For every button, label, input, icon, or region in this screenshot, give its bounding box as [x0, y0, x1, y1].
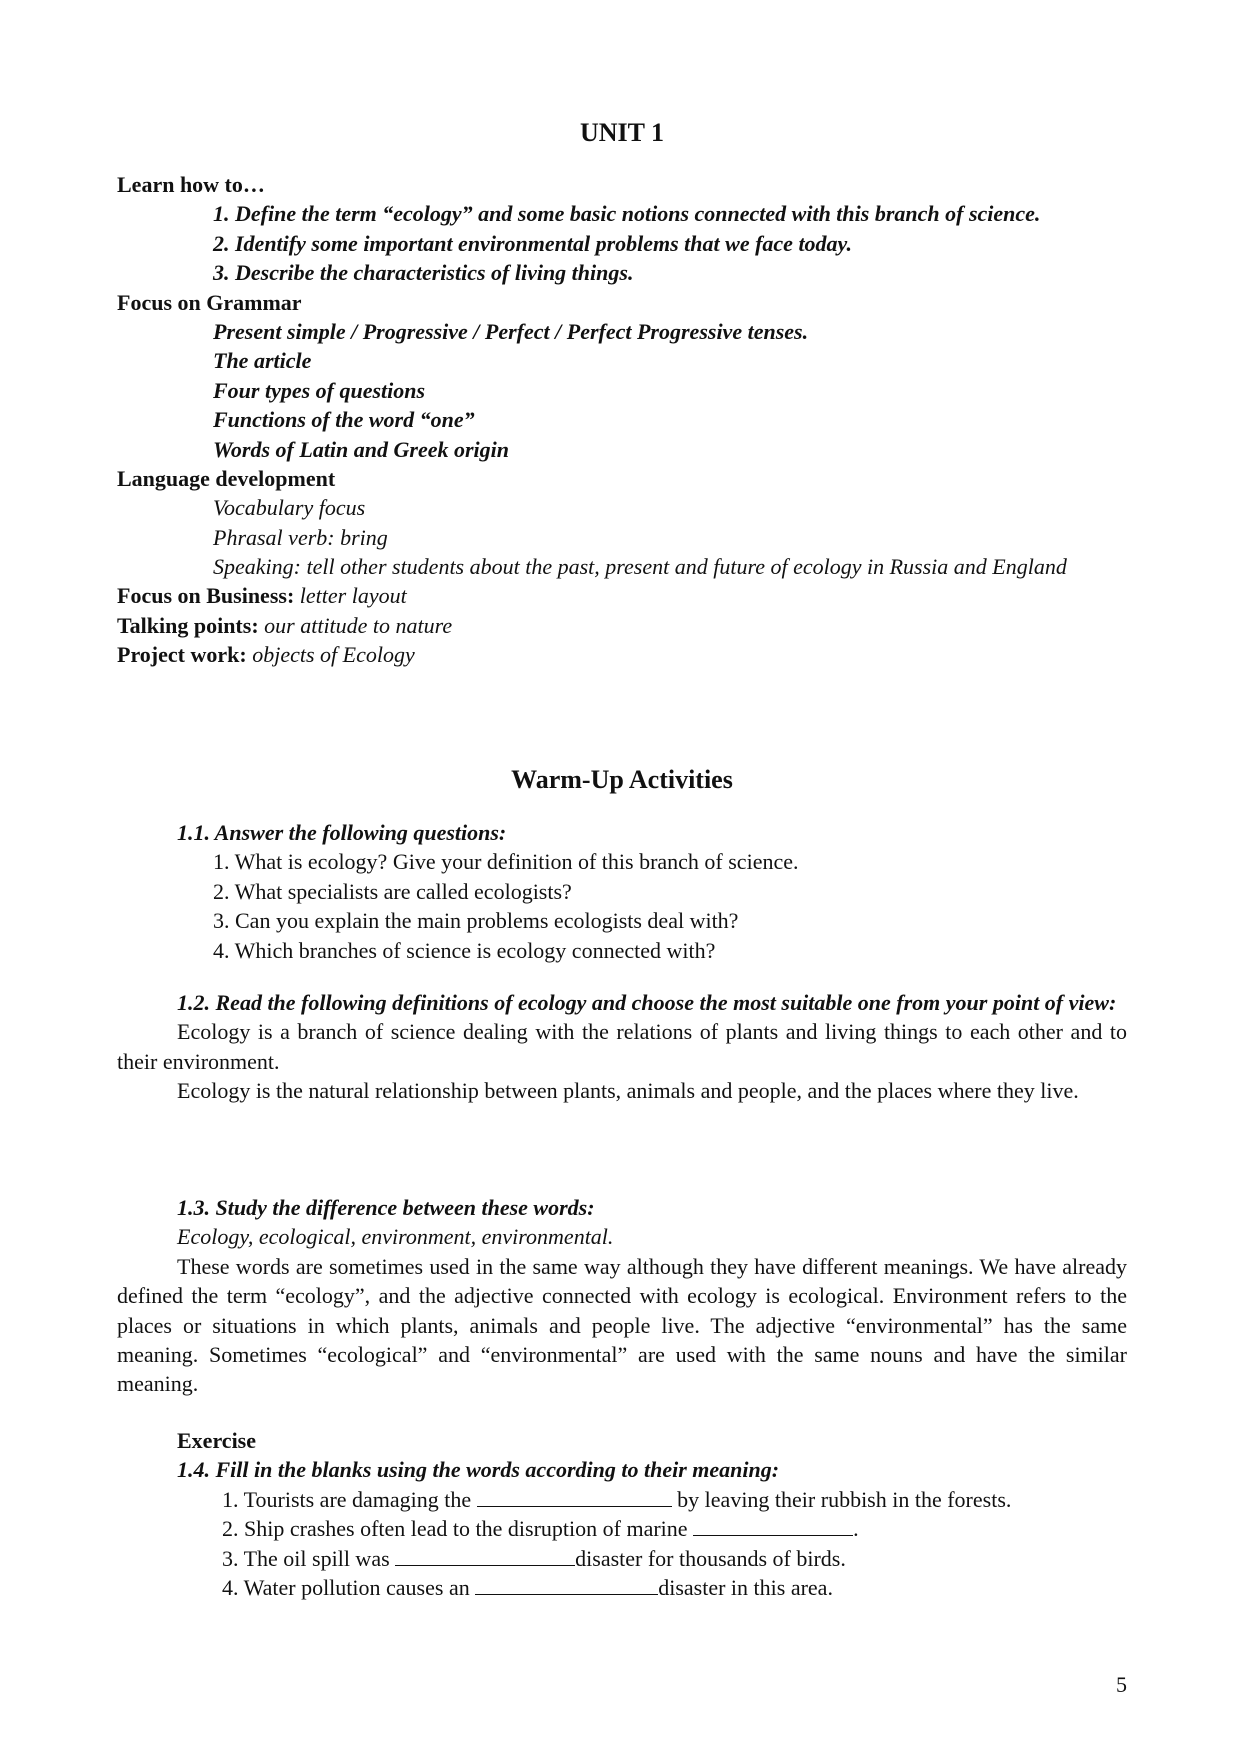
- definition-paragraph: Ecology is the natural relationship between plants, animals and people, and the places where they live.: [177, 1078, 1079, 1104]
- fill-blank-before: 4. Water pollution causes an: [222, 1574, 476, 1600]
- learn-section: [117, 170, 1127, 670]
- question-item: 1. What is ecology? Give your definition of this branch of science.: [213, 849, 799, 875]
- language-heading: Language development: [117, 465, 336, 491]
- exercise-1-3: [117, 1193, 1127, 1399]
- fill-blank-item: [117, 1573, 1127, 1602]
- exercise-1-4-heading: 1.4. Fill in the blanks using the words according to their meaning:: [177, 1457, 780, 1483]
- language-item: Phrasal verb: bring: [213, 524, 388, 550]
- exercise-1-3-heading: 1.3. Study the difference between these words:: [177, 1195, 595, 1220]
- focus-business: [117, 581, 1127, 610]
- talking-points: [117, 611, 1127, 640]
- fill-blank-item: [117, 1514, 1127, 1543]
- fill-blank-after: by leaving their rubbish in the forests.: [671, 1486, 1012, 1512]
- question-item: 4. Which branches of science is ecology connected with?: [213, 937, 716, 963]
- blank-input[interactable]: [395, 1545, 575, 1566]
- document-page: [117, 0, 1127, 1754]
- exercise-1-2-heading: 1.2. Read the following definitions of ecology and choose the most suitable one from your point of view:: [177, 990, 1117, 1015]
- learn-item: 1. Define the term “ecology” and some basic notions connected with this branch of science.: [213, 201, 1041, 227]
- fill-blank-item: [117, 1485, 1127, 1514]
- project-work: [117, 640, 1127, 669]
- grammar-item: Functions of the word “one”: [213, 407, 475, 433]
- grammar-item: Four types of questions: [213, 377, 426, 403]
- page-number: 5: [1116, 1672, 1127, 1697]
- exercise-1-1-heading: 1.1. Answer the following questions:: [177, 820, 507, 845]
- question-item: 3. Can you explain the main problems ecologists deal with?: [213, 908, 739, 934]
- exercise-1-1: [117, 818, 1127, 965]
- language-item: Vocabulary focus: [213, 495, 366, 521]
- exercise-1-2: [117, 988, 1127, 1106]
- grammar-item: Words of Latin and Greek origin: [213, 436, 510, 462]
- learn-item: 3. Describe the characteristics of living things.: [213, 260, 634, 286]
- fill-blank-after: .: [853, 1516, 859, 1542]
- focus-business-value: letter layout: [299, 583, 407, 609]
- learn-heading: Learn how to…: [117, 172, 265, 197]
- learn-item: 2. Identify some important environmental problems that we face today.: [213, 230, 852, 256]
- language-item-speaking: Speaking: tell other students about the past, present and future of ecology in Russia and England: [213, 554, 1067, 580]
- exercise-label: Exercise: [177, 1428, 257, 1453]
- blank-input[interactable]: [475, 1574, 658, 1595]
- exercise-1-4: [117, 1426, 1127, 1602]
- blank-input[interactable]: [693, 1515, 853, 1536]
- unit-title: UNIT 1: [579, 118, 665, 147]
- exercise-1-3-words: Ecology, ecological, environment, environmental.: [177, 1224, 614, 1250]
- fill-blank-after: disaster for thousands of birds.: [575, 1545, 846, 1571]
- project-work-label: Project work:: [117, 642, 247, 668]
- grammar-heading: Focus on Grammar: [117, 289, 302, 315]
- talking-points-label: Talking points:: [117, 612, 259, 638]
- blank-input[interactable]: [477, 1486, 672, 1507]
- grammar-item: The article: [213, 348, 312, 374]
- fill-blank-before: 1. Tourists are damaging the: [222, 1486, 477, 1512]
- definition-paragraph: Ecology is a branch of science dealing with the relations of plants and living things to each other and to their environment.: [117, 1019, 1127, 1074]
- fill-blank-after: disaster in this area.: [658, 1574, 833, 1600]
- project-work-value: objects of Ecology: [252, 642, 415, 668]
- talking-points-value: our attitude to nature: [264, 612, 453, 638]
- fill-blank-before: 2. Ship crashes often lead to the disruption of marine: [222, 1516, 694, 1542]
- fill-blank-before: 3. The oil spill was: [222, 1545, 396, 1571]
- exercise-1-3-text: These words are sometimes used in the same way although they have different meanings. We have already defined the term “ecology”, and the adjective connected with ecology is ecological. Environment refers to the places or situations in which plants, animals and people live. The adjective “environmental” has the same meaning. Sometimes “ecological” and “environmental” are used with the same nouns and have the similar meaning.: [117, 1253, 1127, 1397]
- grammar-item: Present simple / Progressive / Perfect / Perfect Progressive tenses.: [213, 318, 809, 344]
- focus-business-label: Focus on Business:: [117, 583, 295, 609]
- fill-blank-item: [117, 1544, 1127, 1573]
- question-item: 2. What specialists are called ecologists?: [213, 878, 572, 904]
- section-title: Warm-Up Activities: [511, 765, 733, 794]
